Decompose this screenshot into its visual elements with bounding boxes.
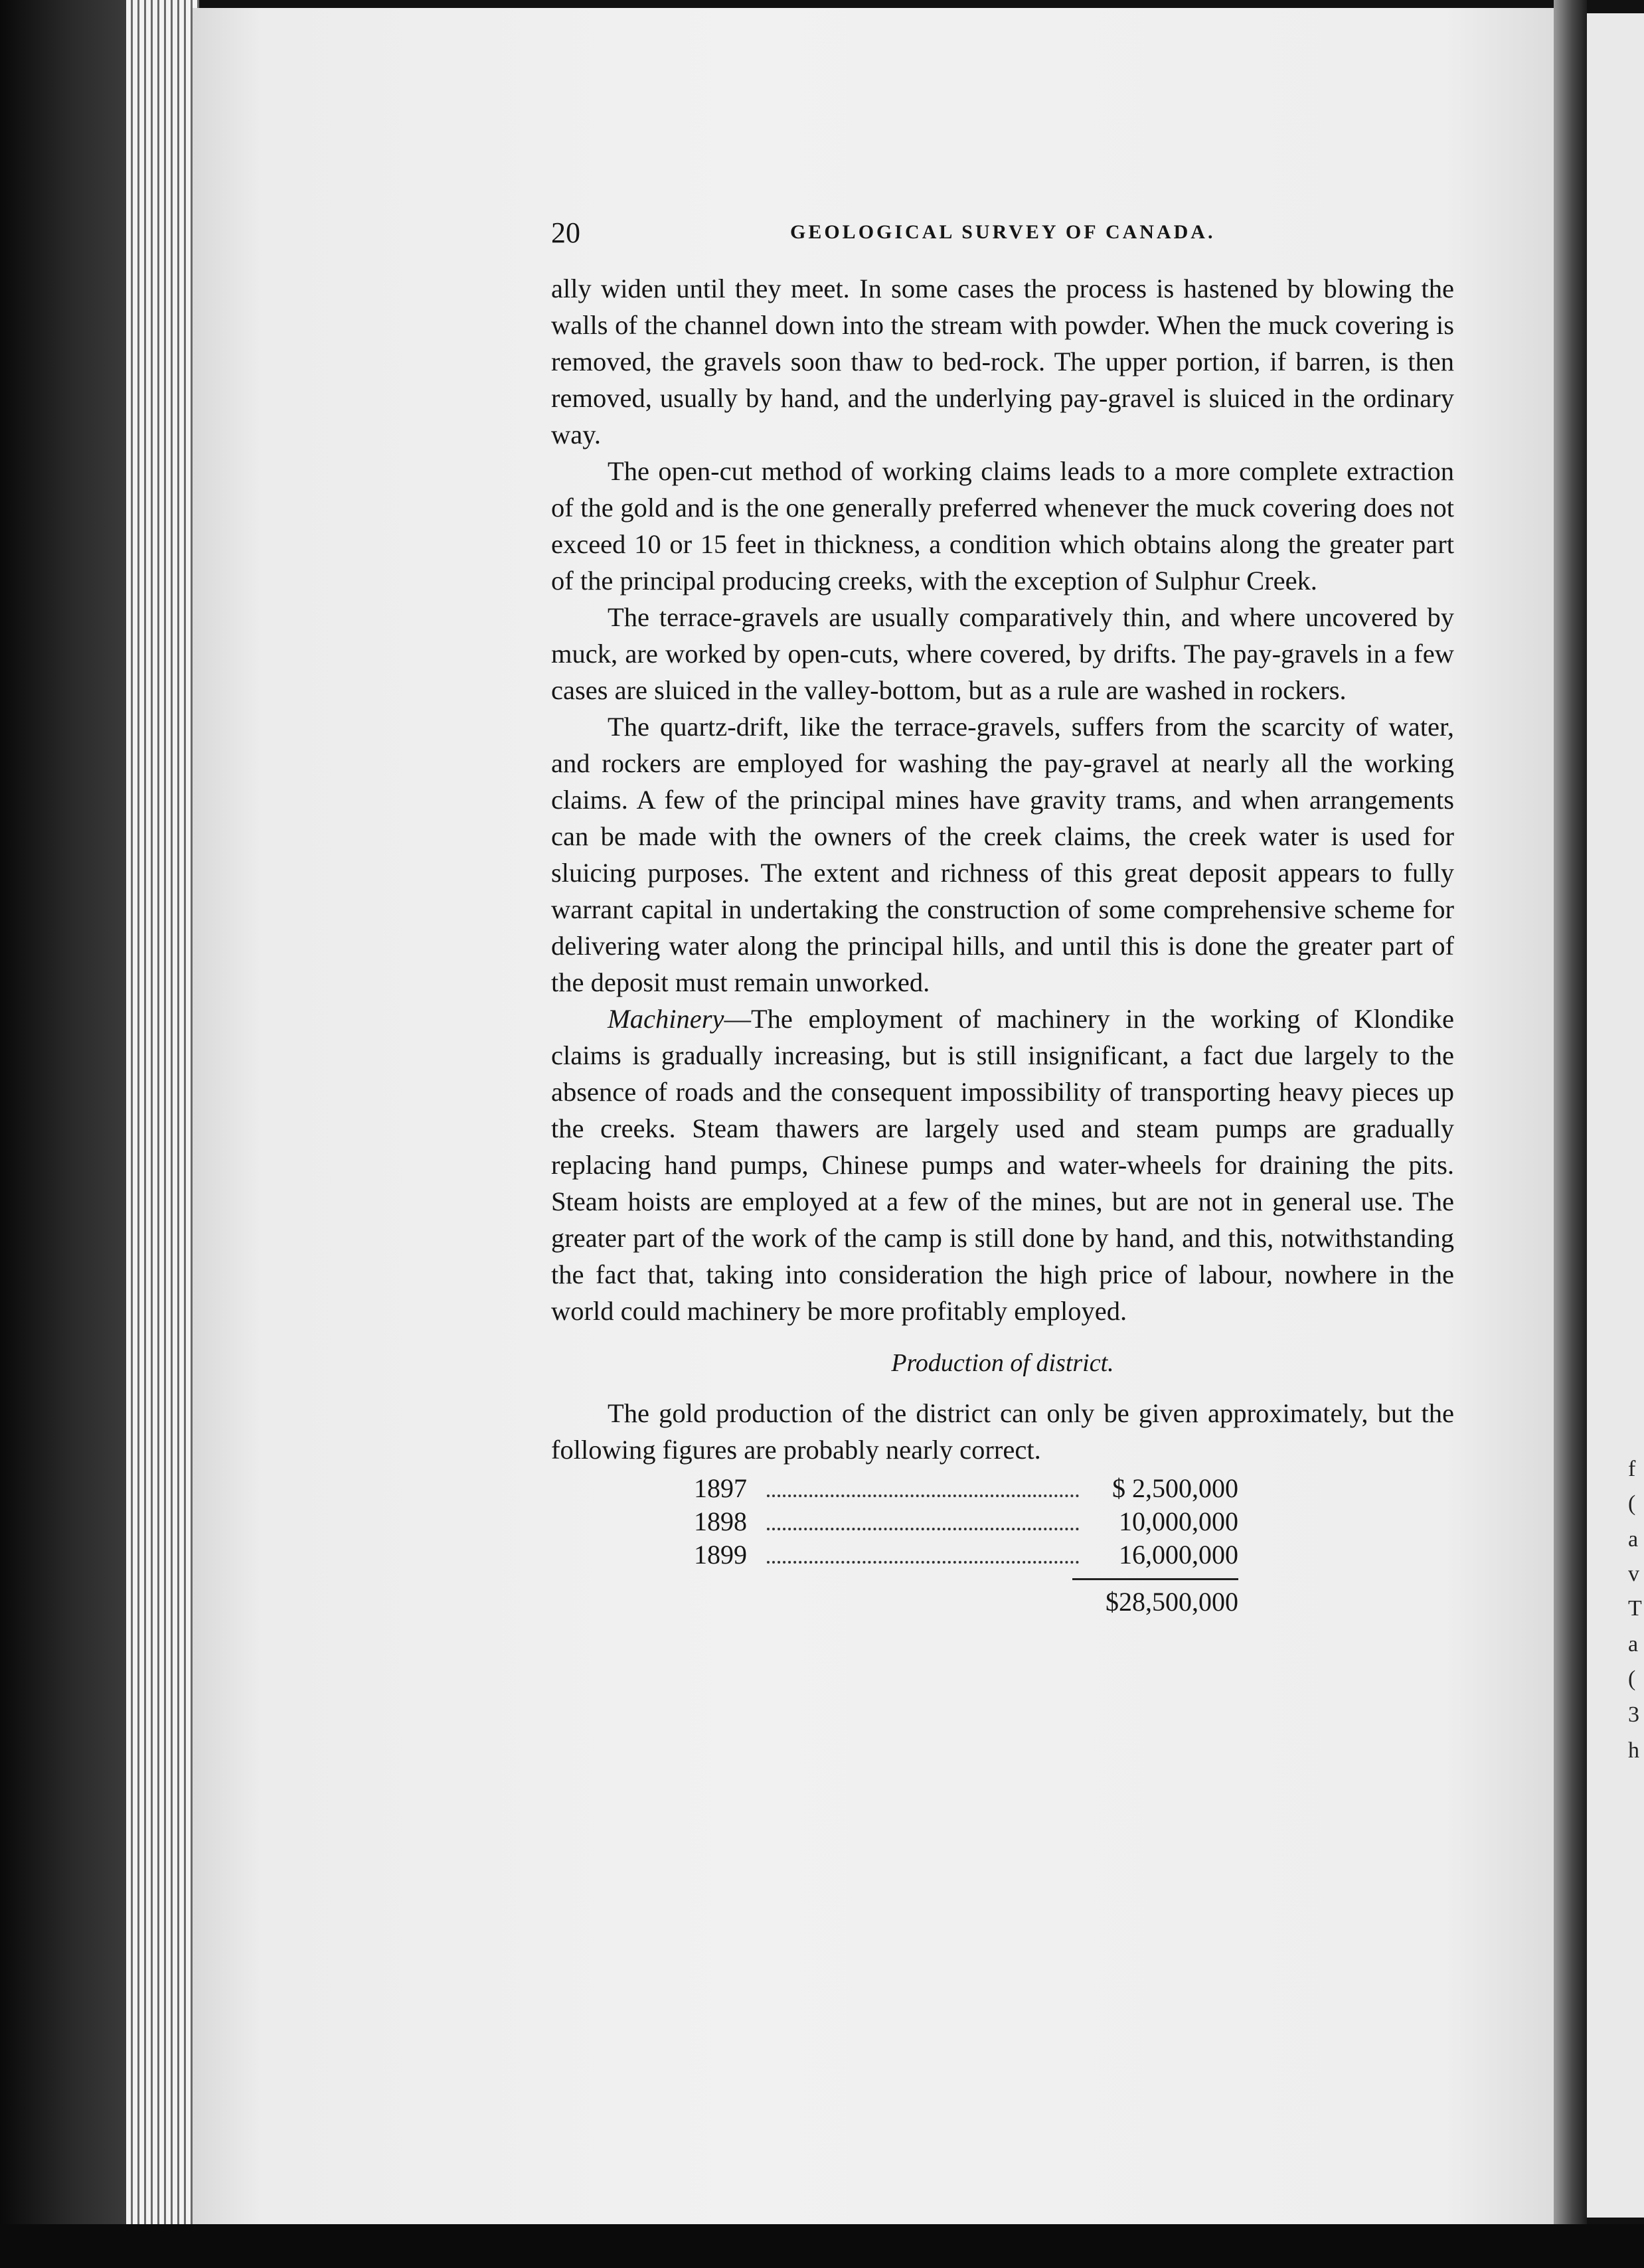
production-value: $ 2,500,000 xyxy=(1112,1473,1238,1503)
scan-border-bottom xyxy=(0,2224,1644,2268)
production-year: 1898 xyxy=(694,1506,747,1536)
book-gutter xyxy=(1554,0,1587,2268)
production-intro: The gold production of the district can only be given approximately, but the following figures are probably nearly correct. xyxy=(551,1398,1454,1465)
production-year: 1897 xyxy=(694,1473,747,1503)
leader-dots xyxy=(767,1528,1079,1530)
facing-page-fragment: h xyxy=(1628,1738,1639,1763)
production-row xyxy=(694,1472,1238,1505)
facing-page-fragment: ( xyxy=(1628,1491,1636,1516)
page-content xyxy=(551,216,1454,1619)
page-number: 20 xyxy=(551,216,580,249)
paragraph: The open-cut method of working claims leads to a more complete extraction of the gold and is the one generally preferred whenever the muck covering does not exceed 10 or 15 feet in thickness, a condition which obtains along the greater part of the principal producing creeks, with the exception of Sulphur Creek. xyxy=(551,456,1454,596)
section-heading: Production of district. xyxy=(891,1349,1114,1377)
header-title: GEOLOGICAL SURVEY OF CANADA. xyxy=(790,221,1216,243)
production-table xyxy=(694,1472,1238,1619)
machinery-lead: Machinery xyxy=(608,1004,724,1034)
production-row xyxy=(694,1505,1238,1538)
paragraph: The terrace-gravels are usually comparatively thin, and where uncovered by muck, are worked by open-cuts, where covered, by drifts. The pay-gravels in a few cases are sluiced in the valley-bottom, but as a rule are washed in rockers. xyxy=(551,602,1454,705)
paragraph: The quartz-drift, like the terrace-gravels, suffers from the scarcity of water, and rockers are employed for washing the pay-gravel at nearly all the working claims. A few of the principal mines have gravity trams, and when arrangements can be made with the owners of the creek claims, the creek water is used for sluicing purposes. The extent and richness of this great deposit appears to fully warrant capital in undertaking the construction of some comprehensive scheme for delivering water along the principal hills, and until this is done the greater part of the deposit must remain unworked. xyxy=(551,712,1454,997)
facing-page-edge xyxy=(1587,13,1644,2218)
production-total: $28,500,000 xyxy=(1106,1587,1238,1617)
production-value: 10,000,000 xyxy=(1119,1506,1238,1536)
facing-page-fragment: T xyxy=(1628,1596,1642,1621)
facing-page-fragment: 3 xyxy=(1628,1702,1639,1727)
paragraph-machinery xyxy=(551,1001,1454,1329)
facing-page-fragment: ( xyxy=(1628,1666,1636,1691)
production-value: 16,000,000 xyxy=(1119,1540,1238,1570)
production-row xyxy=(694,1538,1238,1572)
facing-page-fragment: v xyxy=(1628,1562,1639,1586)
paragraph: ally widen until they meet. In some cases the process is hastened by blowing the walls of the channel down into the stream with powder. When the muck covering is removed, the gravels soon thaw to bed-rock. The upper portion, if barren, is then removed, usually by hand, and the underlying pay-gravel is sluiced in the ordinary way. xyxy=(551,274,1454,449)
machinery-text: —The employment of machinery in the working of Klondike claims is gradually increasing, but is still insignificant, a fact due largely to the absence of roads and the consequent impossibility of transporting heavy pieces up the creeks. Steam thawers are largely used and steam pumps are gradually replacing hand pumps, Chinese pumps and water-wheels for draining the pits. Steam hoists are employed at a few of the mines, but are not in general use. The greater part of the work of the camp is still done by hand, and this, notwithstanding the fact that, taking into consideration the high price of labour, nowhere in the world could machinery be more profitably employed. xyxy=(551,1004,1454,1326)
scan-border-left xyxy=(0,0,133,2268)
production-year: 1899 xyxy=(694,1540,747,1570)
leader-dots xyxy=(767,1561,1079,1564)
body-text xyxy=(551,270,1454,1619)
page-edges xyxy=(126,0,199,2268)
facing-page-fragment: a xyxy=(1628,1632,1639,1657)
leader-dots xyxy=(767,1495,1079,1497)
facing-page-fragment: a xyxy=(1628,1527,1639,1552)
running-head xyxy=(551,216,1454,256)
facing-page-fragment: f xyxy=(1628,1457,1636,1481)
